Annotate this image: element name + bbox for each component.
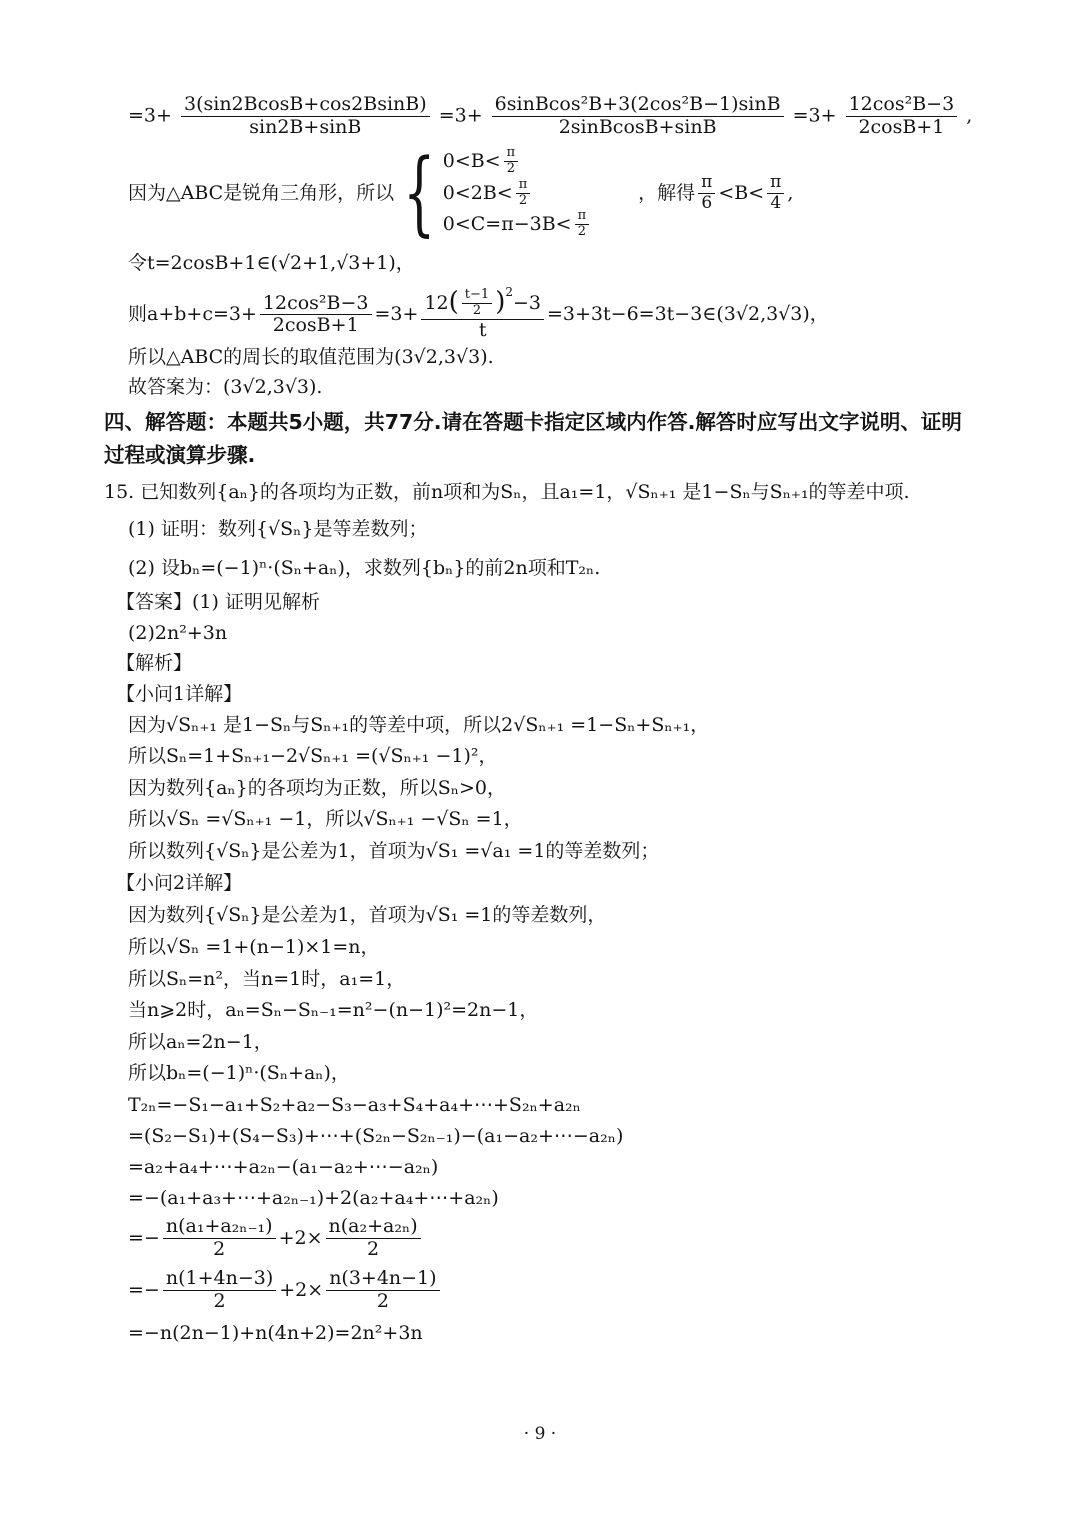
sum-fraction-line-2: =− $\frac{n(1+4n-3)}{2}$ +2× $\frac{n(3+4n-1)}{2}$ [128, 1268, 443, 1313]
sub1-title: 【小问1详解】 [116, 683, 243, 705]
sub2-step: =a₂+a₄+⋯+a₂ₙ−(a₁−a₂+⋯−a₂ₙ) [128, 1156, 439, 1178]
sub2-step: 所以aₙ=2n−1， [128, 1031, 273, 1053]
sub1-step: 所以√Sₙ =√Sₙ₊₁ −1，所以√Sₙ₊₁ −√Sₙ =1， [128, 808, 523, 830]
answer-line: 故答案为：(3√2,3√3). [128, 376, 323, 398]
sub1-step: 所以数列{√Sₙ}是公差为1，首项为√S₁ =√a₁ =1的等差数列； [128, 840, 660, 862]
fraction: $\frac{n(1+4n-3)}{2}$ [163, 1268, 276, 1313]
page-number: · 9 · [523, 1424, 557, 1444]
left-brace: { [403, 139, 436, 246]
fraction: $\frac{\text{12cos²B−3}}{2\cos B+1}$ [846, 94, 958, 139]
equation-line-1: =3+ $\frac{3(\sin 2BcosB+\cos 2BsinB)}{\sin 2B+\sin B}$ =3+ $\frac{\text{6sinBcos²B+3(2cos²B−1)sinB}}{\text{2sinBcosB+sinB}}$ =3+ $\frac{\text{12cos²B−3}}{2\cos B+1}$ , [128, 93, 973, 138]
sub2-step: T₂ₙ=−S₁−a₁+S₂+a₂−S₃−a₃+S₄+a₄+⋯+S₂ₙ+a₂ₙ [128, 1094, 581, 1116]
sub2-step: =(S₂−S₁)+(S₄−S₃)+⋯+(S₂ₙ−S₂ₙ₋₁)−(a₁−a₂+⋯−a₂ₙ) [128, 1125, 624, 1147]
sub2-step: 所以Sₙ=n²，当n=1时，a₁=1， [128, 968, 406, 990]
perimeter-equation-line: 则a+b+c=3+ $\frac{\text{12cos²B−3}}{2\cos B+1}$ =3+ 12 ( $\frac{t-1}{2}$ ) 2 −3 t =3+3t−6=3t−3∈(3√2,3√3)， [128, 285, 829, 341]
sub2-step: 所以bₙ=(−1)ⁿ·(Sₙ+aₙ)， [128, 1062, 350, 1084]
sub2-step: 当n⩾2时，aₙ=Sₙ−Sₙ₋₁=n²−(n−1)²=2n−1， [128, 999, 539, 1021]
fraction: $\frac{n(3+4n-1)}{2}$ [326, 1268, 439, 1313]
sub2-title: 【小问2详解】 [116, 872, 243, 894]
sub1-step: 所以Sₙ=1+Sₙ₊₁−2√Sₙ₊₁ =(√Sₙ₊₁ −1)²， [128, 745, 498, 767]
answer-2: (2)2n²+3n [128, 622, 228, 644]
problem-15-stem: 15. 已知数列{aₙ}的各项均为正数，前n项和为Sₙ，且a₁=1，√Sₙ₊₁ 是1−Sₙ与Sₙ₊₁的等差中项. [104, 481, 910, 503]
sub1-step: 因为√Sₙ₊₁ 是1−Sₙ与Sₙ₊₁的等差中项，所以2√Sₙ₊₁ =1−Sₙ+Sₙ₊₁， [128, 714, 710, 736]
analysis-label: 【解析】 [116, 652, 193, 674]
fraction: 12 ( $\frac{t-1}{2}$ ) 2 −3 t [421, 288, 544, 342]
sum-fraction-line-1: =− $\frac{\text{n(a₁+a₂ₙ₋₁)}}{2}$ +2× $\frac{\text{n(a₂+a₂ₙ)}}{2}$ [128, 1216, 424, 1261]
fraction: $\frac{\text{n(a₂+a₂ₙ)}}{2}$ [326, 1216, 421, 1261]
case-system: { 0<B< $\frac{\pi}{2}$ 0<2B< $\frac{\pi}{2}$ 0<C=π−3B< $\frac{\pi}{2}$ [394, 146, 592, 240]
question-1: (1) 证明：数列{√Sₙ}是等差数列； [128, 518, 428, 540]
sub2-step: =−(a₁+a₃+⋯+a₂ₙ₋₁)+2(a₂+a₄+⋯+a₂ₙ) [128, 1187, 499, 1209]
section-heading-line-2: 过程或演算步骤. [104, 443, 256, 467]
fraction: $\frac{\text{n(a₁+a₂ₙ₋₁)}}{2}$ [163, 1216, 276, 1261]
section-heading-line-1: 四、解答题：本题共5小题，共77分.请在答题卡指定区域内作答.解答时应写出文字说明、证明 [104, 410, 962, 434]
fraction: $\frac{\text{6sinBcos²B+3(2cos²B−1)sinB}}{\text{2sinBcosB+sinB}}$ [492, 94, 784, 139]
range-line: 所以△ABC的周长的取值范围为(3√2,3√3). [128, 346, 494, 368]
fraction: $\frac{\text{12cos²B−3}}{2\cos B+1}$ [260, 293, 372, 338]
sub2-step: 所以√Sₙ =1+(n−1)×1=n， [128, 936, 380, 958]
answer-label: 【答案】(1) 证明见解析 [116, 591, 320, 613]
final-result-line: =−n(2n−1)+n(4n+2)=2n²+3n [128, 1322, 423, 1344]
acute-condition-line: 因为△ABC是锐角三角形，所以 { 0<B< $\frac{\pi}{2}$ 0<2B< $\frac{\pi}{2}$ 0<C=π−3B< $\frac{\pi}{2}$ ，解得 $\frac{\pi}{6}$ <B< $\frac{\pi}{4}$ , [128, 139, 794, 246]
sub1-step: 因为数列{aₙ}的各项均为正数，所以Sₙ>0， [128, 777, 506, 799]
let-t-line: 令t=2cosB+1∈(√2+1,√3+1)， [128, 252, 415, 274]
fraction: $\frac{3(\sin 2BcosB+\cos 2BsinB)}{\sin 2B+\sin B}$ [181, 94, 430, 139]
question-2: (2) 设bₙ=(−1)ⁿ·(Sₙ+aₙ)，求数列{bₙ}的前2n项和T₂ₙ. [128, 557, 601, 579]
sub2-step: 因为数列{√Sₙ}是公差为1，首项为√S₁ =1的等差数列， [128, 904, 607, 926]
